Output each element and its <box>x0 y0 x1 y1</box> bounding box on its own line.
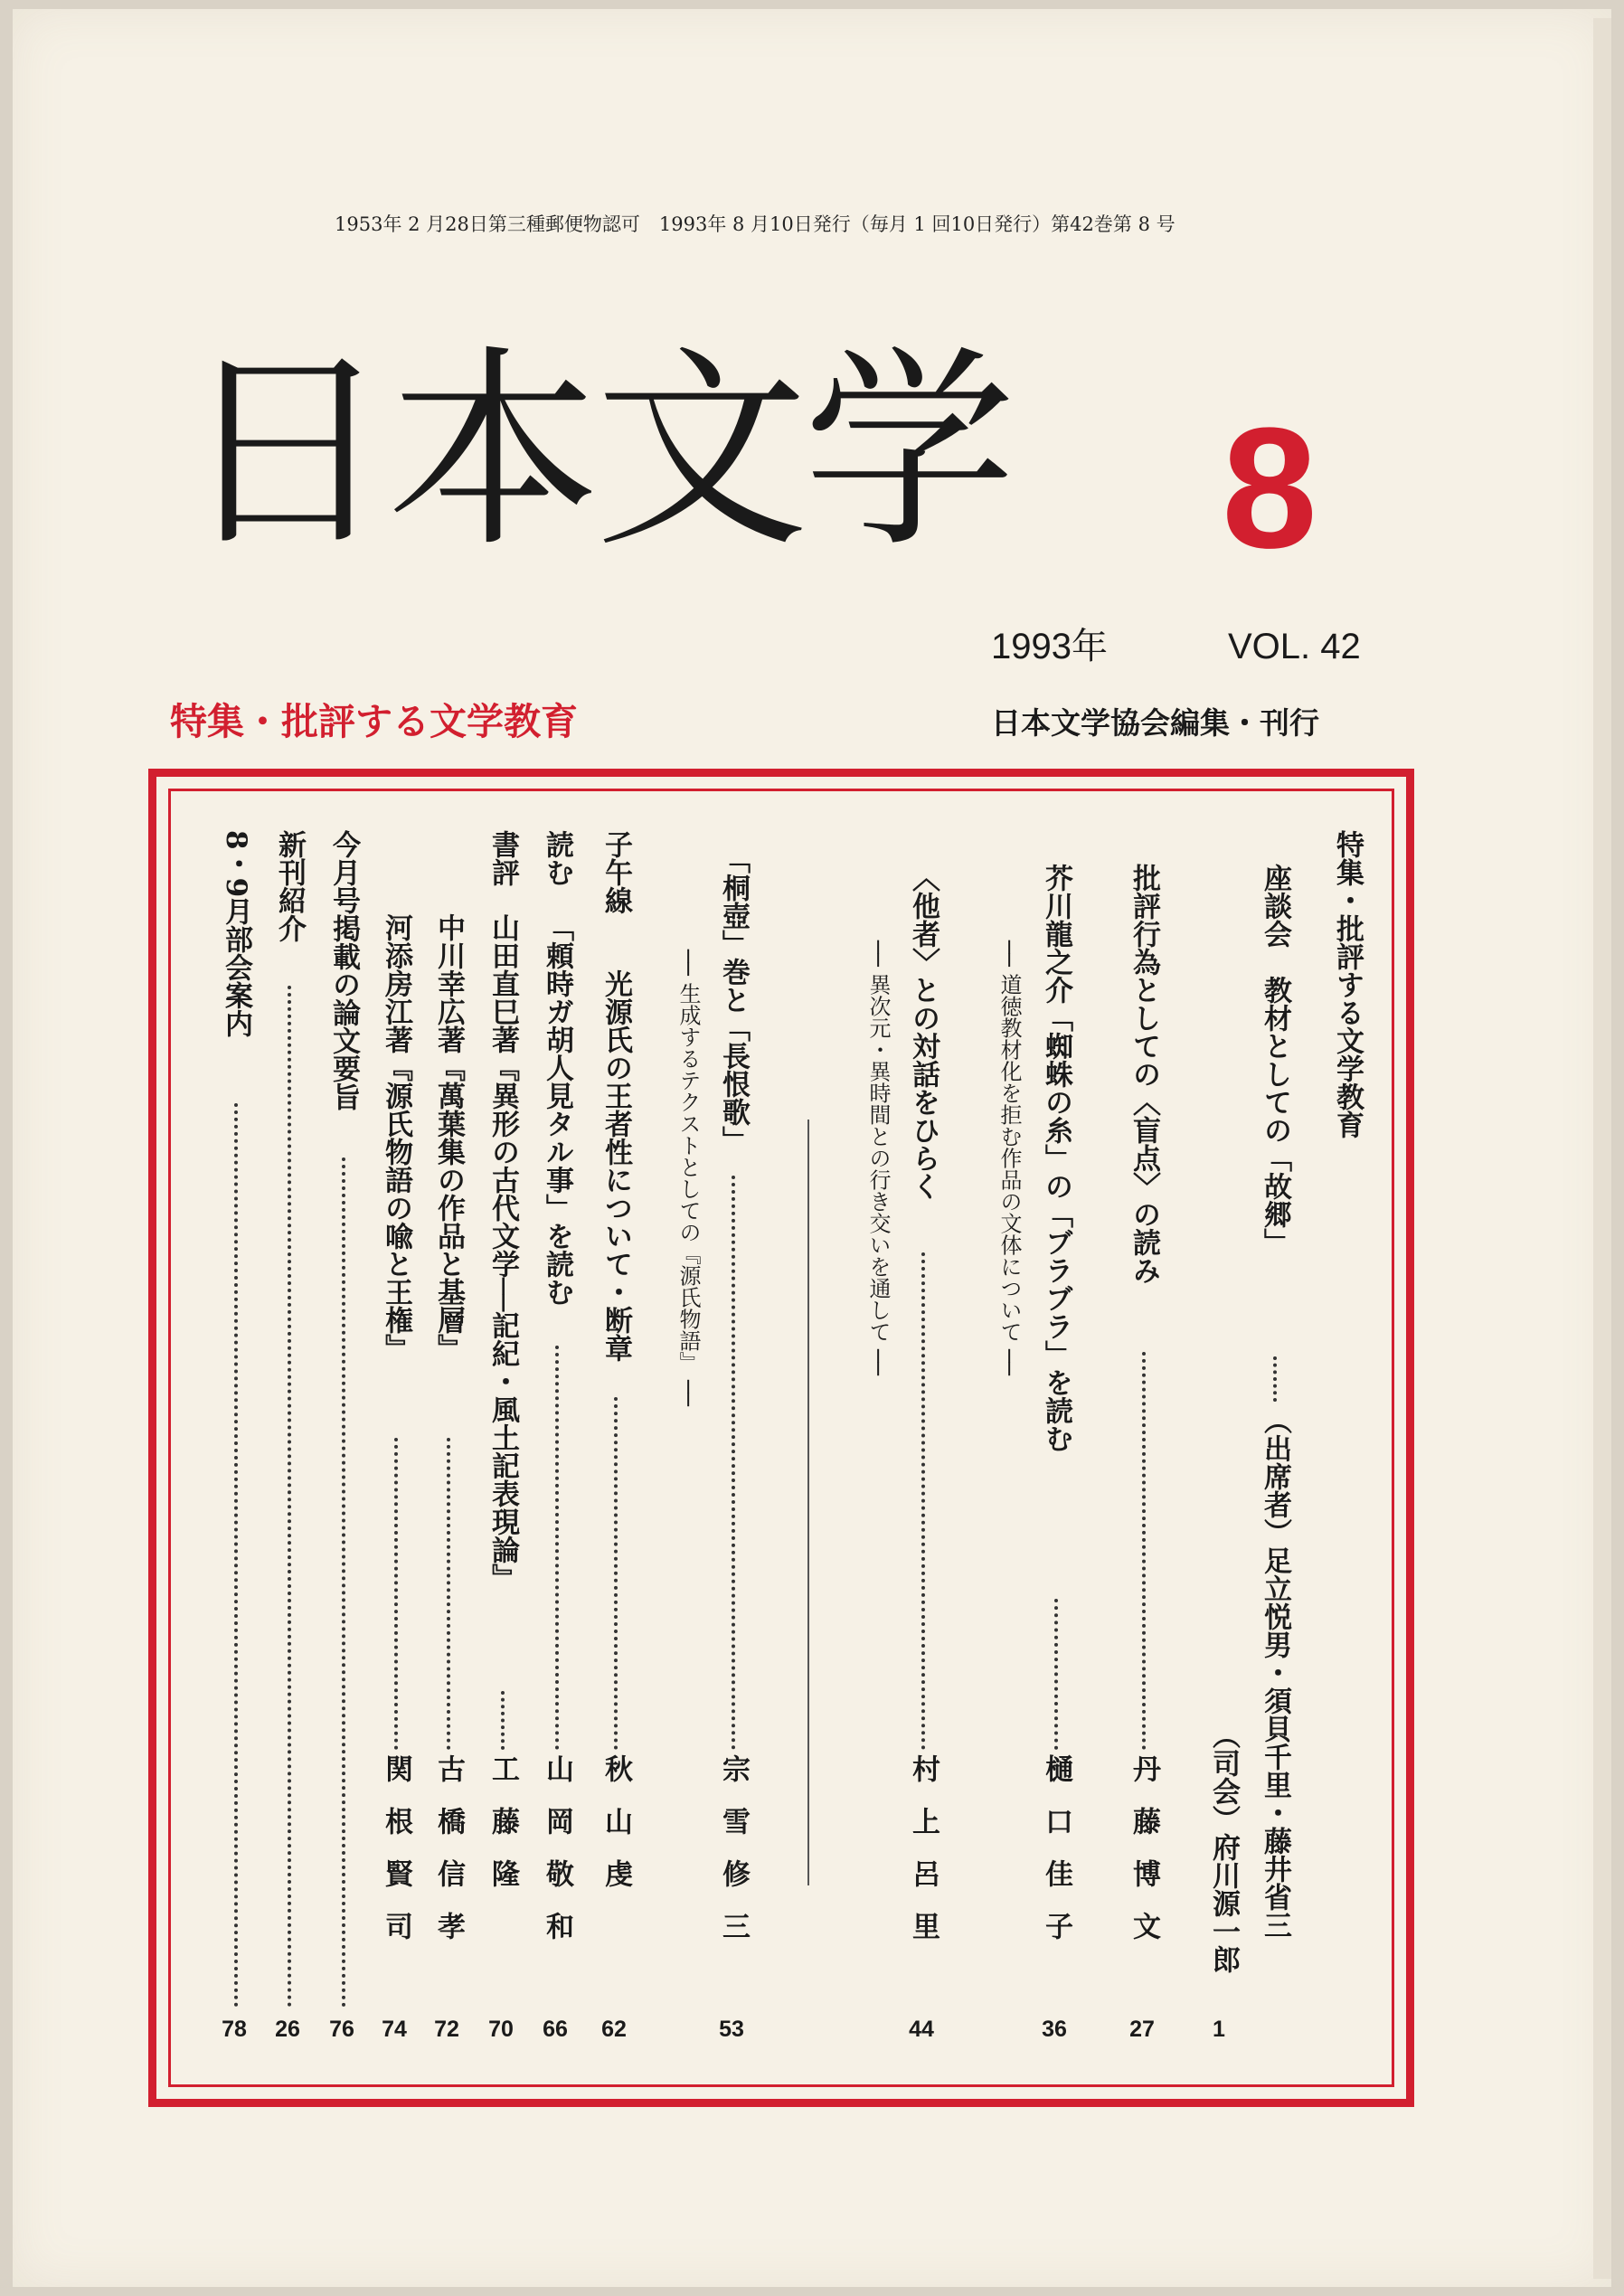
magazine-title: 日本文学 <box>179 327 1012 576</box>
toc-entry-2-page: 27 <box>1129 2017 1155 2042</box>
toc-entry-2-author: 丹藤博文 <box>1128 1754 1160 1964</box>
publisher-credit: 日本文学協会編集・刊行 <box>991 705 1319 741</box>
toc-entry-7-page: 66 <box>543 2017 568 2042</box>
toc-leader-dots <box>555 1346 559 1750</box>
toc-leader-dots <box>732 1176 735 1750</box>
toc-entry-7-label: 読む <box>541 830 573 886</box>
toc-entry-8-page: 70 <box>488 2017 514 2042</box>
toc-entry-4-subtitle: ── 異次元・異時間との行き交いを通して ── <box>865 940 891 1376</box>
toc-leader-dots <box>288 986 291 2008</box>
toc-leader-dots <box>501 1691 505 1750</box>
toc-entry-10-title: 河添房江著『源氏物語の喩と王権』 <box>380 913 412 1362</box>
toc-leader-dots <box>921 1252 925 1750</box>
toc-leader-dots <box>614 1397 618 1750</box>
toc-entry-6-label: 子午線 <box>600 830 632 914</box>
toc-leader-dots <box>394 1438 398 1750</box>
toc-entry-5-page: 53 <box>719 2017 744 2042</box>
toc-entry-13-title: 8・9月部会案内 <box>220 830 252 1038</box>
toc-entry-10-author: 関根賢司 <box>380 1754 412 1964</box>
toc-entry-3-author: 樋口佳子 <box>1040 1754 1072 1964</box>
toc-entry-9-author: 古橋信孝 <box>432 1754 465 1964</box>
toc-leader-dots <box>447 1438 450 1750</box>
toc-leader-dots <box>1273 1356 1277 1402</box>
toc-leader-dots <box>342 1157 345 2008</box>
issue-number: 8 <box>1222 392 1317 584</box>
toc-entry-3-subtitle: ── 道徳教材化を拒む作品の文体について ── <box>996 940 1022 1376</box>
toc-entry-9-page: 72 <box>434 2017 459 2042</box>
toc-separator <box>807 1120 809 1885</box>
feature-heading: 特集・批評する文学教育 <box>170 700 578 743</box>
toc-entry-5-title: 「桐壺」巻と「長恨歌」 <box>717 846 750 1154</box>
volume-number: VOL. 42 <box>1228 627 1361 666</box>
issue-year: 1993年 <box>991 627 1108 666</box>
toc-entry-1-title: 座談会 教材としての「故郷」 <box>1259 864 1291 1256</box>
toc-entry-9-title: 中川幸広著『萬葉集の作品と基層』 <box>432 913 465 1362</box>
toc-entry-6-title: 光源氏の王者性について・断章 <box>600 969 632 1362</box>
page-edge <box>1593 18 1611 2279</box>
toc-feature-label: 特集・批評する文学教育 <box>1331 830 1364 1139</box>
toc-entry-11-title: 今月号掲載の論文要旨 <box>327 830 360 1110</box>
toc-entry-8-label: 書評 <box>486 830 519 886</box>
toc-entry-4-title: 〈他者〉との対話をひらく <box>907 864 939 1200</box>
toc-entry-12-title: 新刊紹介 <box>273 830 306 942</box>
toc-entry-11-page: 76 <box>329 2017 354 2042</box>
toc-entry-4-page: 44 <box>909 2017 934 2042</box>
toc-entry-7-title: 「頼時ガ胡人見タル事」を読む <box>541 913 573 1306</box>
toc-entry-3-title: 芥川龍之介「蜘蛛の糸」の「ブラブラ」を読む <box>1040 864 1072 1452</box>
toc-entry-5-author: 宗雪修三 <box>717 1754 750 1964</box>
toc-entry-1-chair: （司会）府川源一郎 <box>1207 1721 1240 1973</box>
toc-leader-dots <box>1054 1599 1058 1750</box>
toc-entry-6-page: 62 <box>601 2017 627 2042</box>
toc-entry-4-author: 村上呂里 <box>907 1754 939 1964</box>
toc-entry-8-title: 山田直巳著『異形の古代文学──記紀・風土記表現論』 <box>486 913 519 1592</box>
toc-entry-5-subtitle: ── 生成するテクストとしての『源氏物語』 ── <box>675 950 701 1407</box>
toc-entry-8-author: 工藤隆 <box>486 1754 519 1912</box>
toc-entry-10-page: 74 <box>382 2017 407 2042</box>
toc-entry-2-title: 批評行為としての〈盲点〉の読み <box>1128 864 1160 1284</box>
toc-leader-dots <box>234 1103 238 2008</box>
toc-entry-12-page: 26 <box>275 2017 300 2042</box>
toc-entry-7-author: 山岡敬和 <box>541 1754 573 1964</box>
toc-entry-3-page: 36 <box>1042 2017 1067 2042</box>
toc-entry-13-page: 78 <box>222 2017 247 2042</box>
toc-entry-1-page: 1 <box>1213 2017 1225 2042</box>
toc-leader-dots <box>1142 1352 1146 1750</box>
toc-entry-6-author: 秋山虔 <box>600 1754 632 1912</box>
toc-entry-1-participants: （出席者）足立悦男・須貝千里・藤井省三 <box>1259 1406 1291 1939</box>
registration-line: 1953年 2 月28日第三種郵便物認可 1993年 8 月10日発行（毎月 1 回10日発行）第42巻第 8 号 <box>335 213 1176 235</box>
